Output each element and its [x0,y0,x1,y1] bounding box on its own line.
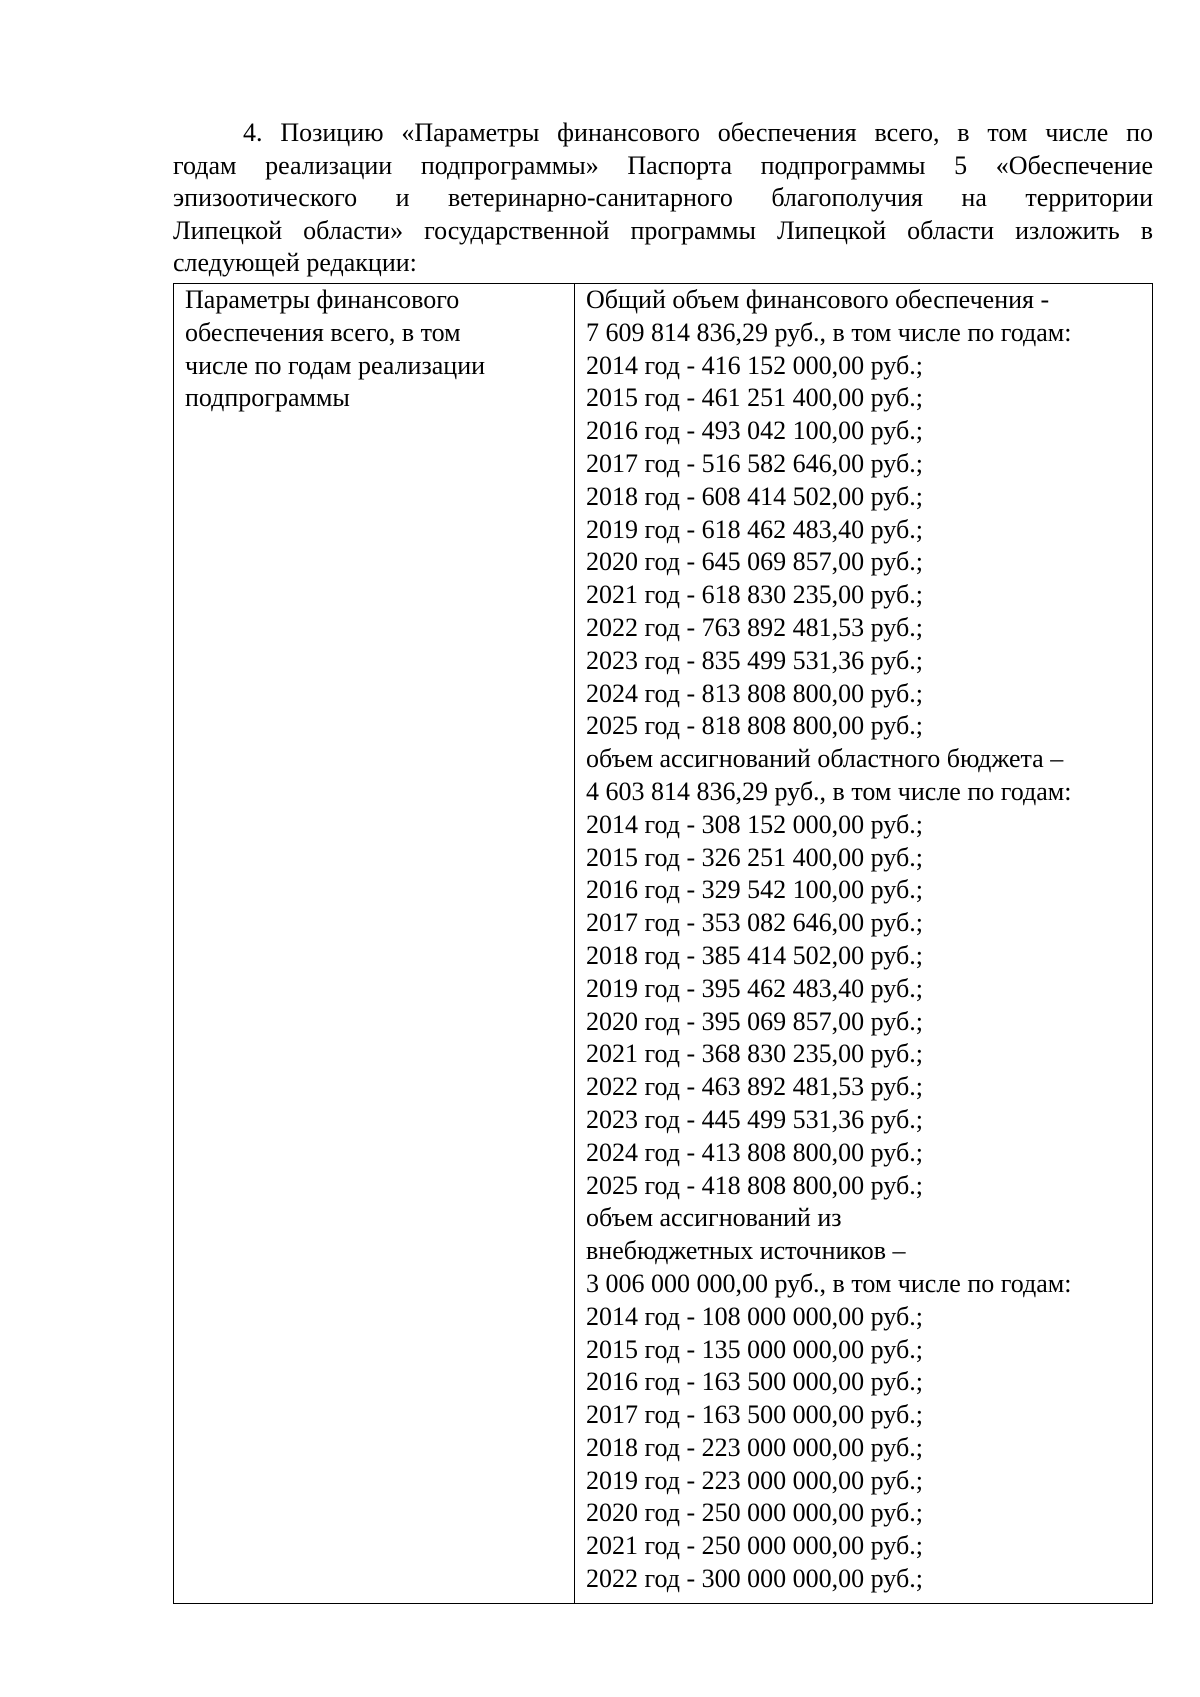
parameter-name-line: подпрограммы [185,383,350,413]
financing-parameters-table [173,283,1153,1604]
value-line: 3 006 000 000,00 руб., в том числе по годам: [586,1268,1072,1298]
intro-line: эпизоотического и ветеринарно-санитарного благополучия на территории [173,183,1153,212]
value-line: внебюджетных источников – [586,1236,906,1266]
intro-line: следующей редакции: [173,248,417,277]
value-line: 2019 год - 223 000 000,00 руб.; [586,1465,923,1495]
value-line: 2023 год - 835 499 531,36 руб.; [586,645,923,675]
value-line: 2021 год - 618 830 235,00 руб.; [586,580,923,610]
parameter-name-line: числе по годам реализации [185,350,486,380]
value-line: 2015 год - 326 251 400,00 руб.; [586,842,923,872]
value-line: 2019 год - 395 462 483,40 руб.; [586,973,923,1003]
value-line: 2015 год - 461 251 400,00 руб.; [586,383,923,413]
parameter-name-line: Параметры финансового [185,285,460,314]
value-line: 2025 год - 818 808 800,00 руб.; [586,711,923,741]
value-line: 2016 год - 329 542 100,00 руб.; [586,875,923,905]
value-line: 2016 год - 493 042 100,00 руб.; [586,416,923,446]
value-line: 2017 год - 353 082 646,00 руб.; [586,908,923,938]
intro-line: годам реализации подпрограммы» Паспорта подпрограммы 5 «Обеспечение [173,150,1153,180]
value-line: 2014 год - 416 152 000,00 руб.; [586,350,923,380]
parameter-value-cell [575,284,1153,1604]
value-line: 2018 год - 223 000 000,00 руб.; [586,1432,923,1462]
value-line: 2021 год - 368 830 235,00 руб.; [586,1039,923,1069]
value-line: 2014 год - 108 000 000,00 руб.; [586,1301,923,1331]
value-line: 2019 год - 618 462 483,40 руб.; [586,514,923,544]
value-line: 2016 год - 163 500 000,00 руб.; [586,1367,923,1397]
value-line: Общий объем финансового обеспечения - [586,285,1050,314]
value-line: 2020 год - 250 000 000,00 руб.; [586,1498,923,1528]
value-line: 2018 год - 608 414 502,00 руб.; [586,481,923,511]
intro-paragraph [173,117,1153,280]
value-line: 2017 год - 163 500 000,00 руб.; [586,1400,923,1430]
value-line: 2015 год - 135 000 000,00 руб.; [586,1334,923,1364]
value-line: 2017 год - 516 582 646,00 руб.; [586,448,923,478]
value-line: 2024 год - 413 808 800,00 руб.; [586,1137,923,1167]
value-line: 2022 год - 463 892 481,53 руб.; [586,1072,923,1102]
value-line: 2022 год - 763 892 481,53 руб.; [586,612,923,642]
value-line: 2022 год - 300 000 000,00 руб.; [586,1564,923,1594]
value-line: объем ассигнований из [586,1203,842,1233]
intro-line: Липецкой области» государственной программы Липецкой области изложить в [173,215,1153,245]
table-row [174,284,1153,1604]
parameter-name-cell [174,284,575,1604]
value-line: 2014 год - 308 152 000,00 руб.; [586,809,923,839]
value-line: 2020 год - 645 069 857,00 руб.; [586,547,923,577]
intro-line: 4. Позицию «Параметры финансового обеспечения всего, в том числе по [243,118,1153,147]
parameter-name-line: обеспечения всего, в том [185,317,461,347]
value-line: 2018 год - 385 414 502,00 руб.; [586,940,923,970]
value-line: 2024 год - 813 808 800,00 руб.; [586,678,923,708]
value-line: 4 603 814 836,29 руб., в том числе по годам: [586,776,1072,806]
value-line: 7 609 814 836,29 руб., в том числе по годам: [586,317,1072,347]
value-line: 2021 год - 250 000 000,00 руб.; [586,1531,923,1561]
value-line: 2025 год - 418 808 800,00 руб.; [586,1170,923,1200]
value-line: 2023 год - 445 499 531,36 руб.; [586,1104,923,1134]
value-line: объем ассигнований областного бюджета – [586,744,1064,774]
value-line: 2020 год - 395 069 857,00 руб.; [586,1006,923,1036]
